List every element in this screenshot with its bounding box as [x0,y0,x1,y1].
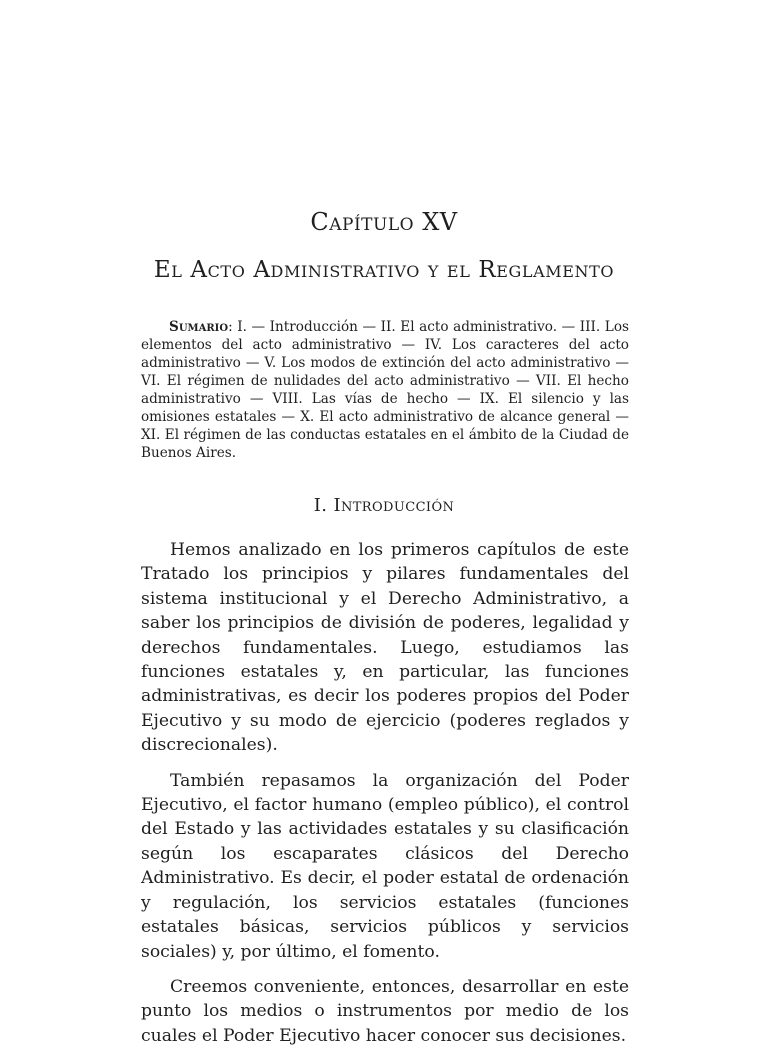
body-text [141,538,629,1059]
chapter-label: Capítulo XV [310,208,458,236]
summary-label: Sumario [169,319,229,335]
chapter-summary [141,318,629,462]
paragraph: Hemos analizado en los primeros capítulos de este Tratado los principios y pilares fundamentales del sistema institucional y el Derecho Administrativo, a saber los principios de división de poderes, legalidad y derechos fundamentales. Luego, estudiamos las funciones estatales y, en particular, las funciones administrativas, es decir los poderes propios del Poder Ejecutivo y su modo de ejercicio (poderes reglados y discrecionales). [141,540,629,756]
paragraph: Creemos conveniente, entonces, desarrollar en este punto los medios o instrumentos por medio de los cuales el Poder Ejecutivo hacer conocer sus decisiones. [141,976,629,1046]
paragraph: También repasamos la organización del Poder Ejecutivo, el factor humano (empleo público), el control del Estado y las actividades estatales y su clasificación según los escaparates clásicos del Derecho Administrativo. Es decir, el poder estatal de ordenación y regulación, los servicios estatales (funciones estatales básicas, servicios públicos y servicios sociales) y, por último, el fomento. [141,770,629,962]
chapter-title: El Acto Administrativo y el Reglamento [153,257,615,283]
summary-text: : I. — Introducción — II. El acto administrativo. — III. Los elementos del acto administrativo — IV. Los caracteres del acto administrativo — V. Los modos de extinción del acto administrativo — VI. El régimen de nulidades del acto administrativo — VII. El hecho administrativo — VIII. Las vías de hecho — IX. El silencio y las omisiones estatales — X. El acto administrativo de alcance general — XI. El régimen de las conductas estatales en el ámbito de la Ciudad de Buenos Aires. [141,319,629,461]
section-title: I. Introducción [313,495,455,516]
